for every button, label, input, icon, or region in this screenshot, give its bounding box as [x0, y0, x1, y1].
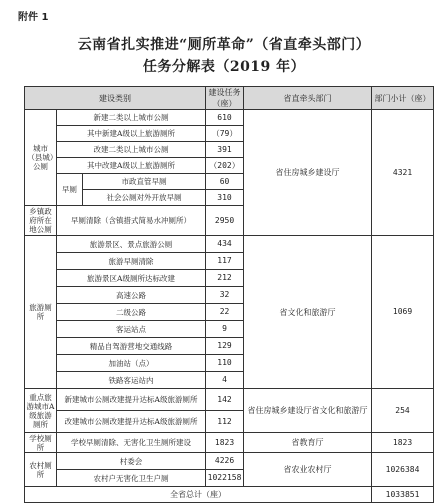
row-value: 112 — [206, 411, 244, 433]
row-value: 129 — [206, 338, 244, 355]
row-label: 新建城市公厕改建提升达标A级旅游厕所 — [57, 389, 206, 411]
row-value: 60 — [206, 174, 244, 190]
row-value: 142 — [206, 389, 244, 411]
table-row — [25, 236, 434, 253]
row-value: 117 — [206, 253, 244, 270]
subtotal-urban: 4321 — [372, 110, 434, 236]
row-label: 新建二类以上城市公厕 — [57, 110, 206, 126]
row-value: 610 — [206, 110, 244, 126]
row-label: 铁路客运站内 — [57, 372, 206, 389]
dept-rural: 省农业农村厅 — [244, 453, 372, 487]
row-label: 农村户无害化卫生户厕 — [57, 470, 206, 487]
row-value: 9 — [206, 321, 244, 338]
dept-tourism: 省文化和旅游厅 — [244, 236, 372, 389]
table-row — [25, 389, 434, 411]
row-label: 村委会 — [57, 453, 206, 470]
row-value: 2950 — [206, 206, 244, 236]
category-tourism: 旅游厕所 — [25, 236, 57, 389]
row-value: 434 — [206, 236, 244, 253]
category-urban: 城市（县城）公厕 — [25, 110, 57, 206]
subtotal-school: 1823 — [372, 433, 434, 453]
subtotal-key-city: 254 — [372, 389, 434, 433]
row-label: 旅游早厕清除 — [57, 253, 206, 270]
row-label: 其中新建A级以上旅游厕所 — [57, 126, 206, 142]
row-value: 4 — [206, 372, 244, 389]
row-label: 高速公路 — [57, 287, 206, 304]
row-value: （202） — [206, 158, 244, 174]
header-row — [25, 87, 434, 110]
row-label: 改建城市公厕改建提升达标A级旅游厕所 — [57, 411, 206, 433]
category-rural: 农村厕所 — [25, 453, 57, 487]
document-subtitle: 任务分解表（2019 年） — [142, 59, 306, 75]
row-value: 22 — [206, 304, 244, 321]
row-label: 改建二类以上城市公厕 — [57, 142, 206, 158]
subtotal-tourism: 1069 — [372, 236, 434, 389]
row-label: 二级公路 — [57, 304, 206, 321]
header-type: 建设类别 — [25, 87, 206, 110]
early-toilet-label: 早厕 — [57, 174, 83, 206]
task-table — [24, 86, 434, 503]
row-label: 学校早厕清除、无害化卫生厕所建设 — [57, 433, 206, 453]
row-value: 110 — [206, 355, 244, 372]
row-value: 310 — [206, 190, 244, 206]
row-label: 市政直管早厕 — [83, 174, 206, 190]
row-label: 加油站（点） — [57, 355, 206, 372]
row-value: （79） — [206, 126, 244, 142]
row-label: 其中改建A级以上旅游厕所 — [57, 158, 206, 174]
total-value: 1033851 — [372, 487, 434, 503]
row-label: 旅游景区A级厕所达标改建 — [57, 270, 206, 287]
row-value: 1022158 — [206, 470, 244, 487]
table-row — [25, 110, 434, 126]
category-key-city: 重点旅游城市A级旅游厕所 — [25, 389, 57, 433]
row-value: 1823 — [206, 433, 244, 453]
attachment-label: 附件 1 — [18, 12, 49, 23]
row-label: 早厕清除（含镇措式简易水冲厕所） — [57, 206, 206, 236]
category-town: 乡镇政府所在地公厕 — [25, 206, 57, 236]
row-label: 旅游景区、景点旅游公厕 — [57, 236, 206, 253]
total-row — [25, 487, 434, 503]
header-dept: 省直牵头部门 — [244, 87, 372, 110]
total-label: 全省总计（座） — [25, 487, 372, 503]
dept-school: 省教育厅 — [244, 433, 372, 453]
row-value: 4226 — [206, 453, 244, 470]
row-label: 客运站点 — [57, 321, 206, 338]
document-title: 云南省扎实推进“厕所革命”（省直牵头部门） — [77, 37, 371, 53]
category-school: 学校厕所 — [25, 433, 57, 453]
table-row — [25, 433, 434, 453]
header-task: 建设任务（座） — [206, 87, 244, 110]
dept-key-city: 省住房城乡建设厅省文化和旅游厅 — [244, 389, 372, 433]
subtotal-rural: 1026384 — [372, 453, 434, 487]
table-row — [25, 453, 434, 470]
row-value: 32 — [206, 287, 244, 304]
row-value: 391 — [206, 142, 244, 158]
header-subtotal: 部门小计（座） — [372, 87, 434, 110]
dept-urban: 省住房城乡建设厅 — [244, 110, 372, 236]
row-label: 社会公厕对外开放早厕 — [83, 190, 206, 206]
row-label: 精品自驾游营地交通线路 — [57, 338, 206, 355]
row-value: 212 — [206, 270, 244, 287]
